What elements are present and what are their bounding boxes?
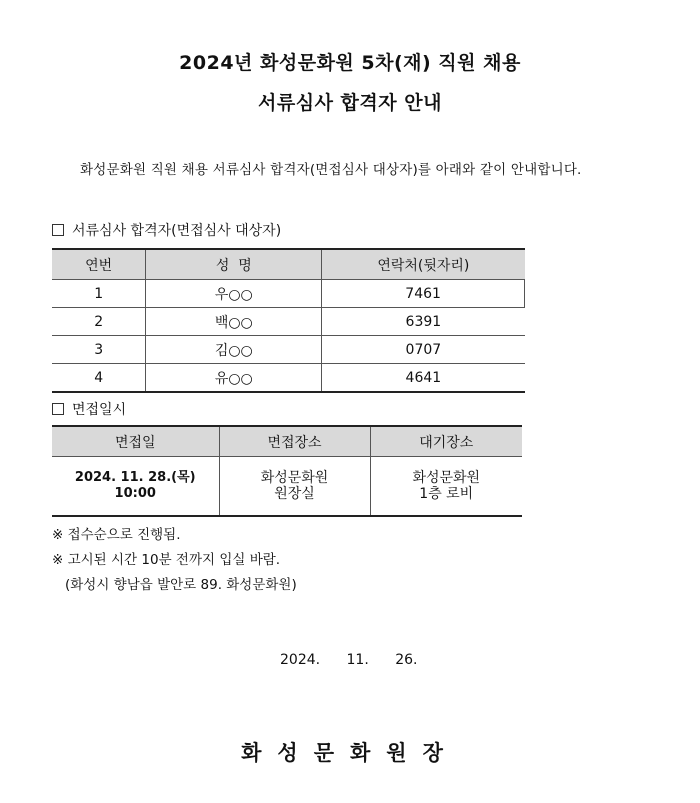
document-date: 2024. 11. 26. xyxy=(280,652,418,668)
table-row xyxy=(52,280,525,308)
interview-place-line1: 화성문화원 xyxy=(260,470,329,486)
waiting-place-cell xyxy=(370,457,522,517)
interview-table xyxy=(52,425,522,517)
row-phone: 4641 xyxy=(322,364,525,393)
interview-time: 10:00 xyxy=(114,486,156,501)
column-header: 성 명 xyxy=(146,249,322,280)
page-title: 2024년 화성문화원 5차(재) 직원 채용 xyxy=(179,52,521,74)
column-header: 면접장소 xyxy=(219,426,370,457)
section-heading-interview xyxy=(52,399,126,419)
table-row xyxy=(52,457,522,517)
table-header-row xyxy=(52,426,522,457)
interview-place-cell xyxy=(219,457,370,517)
row-phone: 7461 xyxy=(322,280,525,308)
column-header: 면접일 xyxy=(52,426,219,457)
column-header: 연번 xyxy=(52,249,146,280)
page-subtitle: 서류심사 합격자 안내 xyxy=(258,92,442,114)
column-header: 연락처(뒷자리) xyxy=(322,249,525,280)
row-number: 4 xyxy=(94,369,104,386)
passers-table xyxy=(52,248,525,393)
checkbox-square-icon xyxy=(52,403,64,415)
checkbox-square-icon xyxy=(52,224,64,236)
waiting-place-line2: 1층 로비 xyxy=(419,486,474,502)
row-number: 3 xyxy=(94,341,104,358)
section-heading-passers xyxy=(52,220,281,240)
interview-date: 2024. 11. 28.(목) xyxy=(74,470,196,485)
signature-org: 화성문화원장 xyxy=(241,741,459,765)
table-header-row xyxy=(52,249,525,280)
table-row xyxy=(52,364,525,393)
table-row xyxy=(52,308,525,336)
row-name: 유○○ xyxy=(146,364,322,393)
interview-date-cell xyxy=(52,457,219,517)
note-item: ※ 고시된 시간 10분 전까지 입실 바람. xyxy=(52,552,281,568)
row-name: 백○○ xyxy=(146,308,322,336)
row-name: 김○○ xyxy=(146,336,322,364)
waiting-place-line1: 화성문화원 xyxy=(412,470,481,486)
column-header: 대기장소 xyxy=(370,426,522,457)
note-item: ※ 접수순으로 진행됨. xyxy=(52,527,181,543)
table-row xyxy=(52,336,525,364)
note-address: (화성시 향남읍 발안로 89. 화성문화원) xyxy=(65,577,297,593)
row-number: 2 xyxy=(94,313,104,330)
row-phone: 0707 xyxy=(322,336,525,364)
row-number: 1 xyxy=(94,285,104,302)
section-heading-label: 서류심사 합격자(면접심사 대상자) xyxy=(72,223,282,239)
row-name: 우○○ xyxy=(146,280,322,308)
section-heading-label: 면접일시 xyxy=(72,402,127,418)
intro-text: 화성문화원 직원 채용 서류심사 합격자(면접심사 대상자)를 아래와 같이 안내합니다. xyxy=(80,162,582,178)
interview-place-line2: 원장실 xyxy=(274,486,315,502)
row-phone: 6391 xyxy=(322,308,525,336)
